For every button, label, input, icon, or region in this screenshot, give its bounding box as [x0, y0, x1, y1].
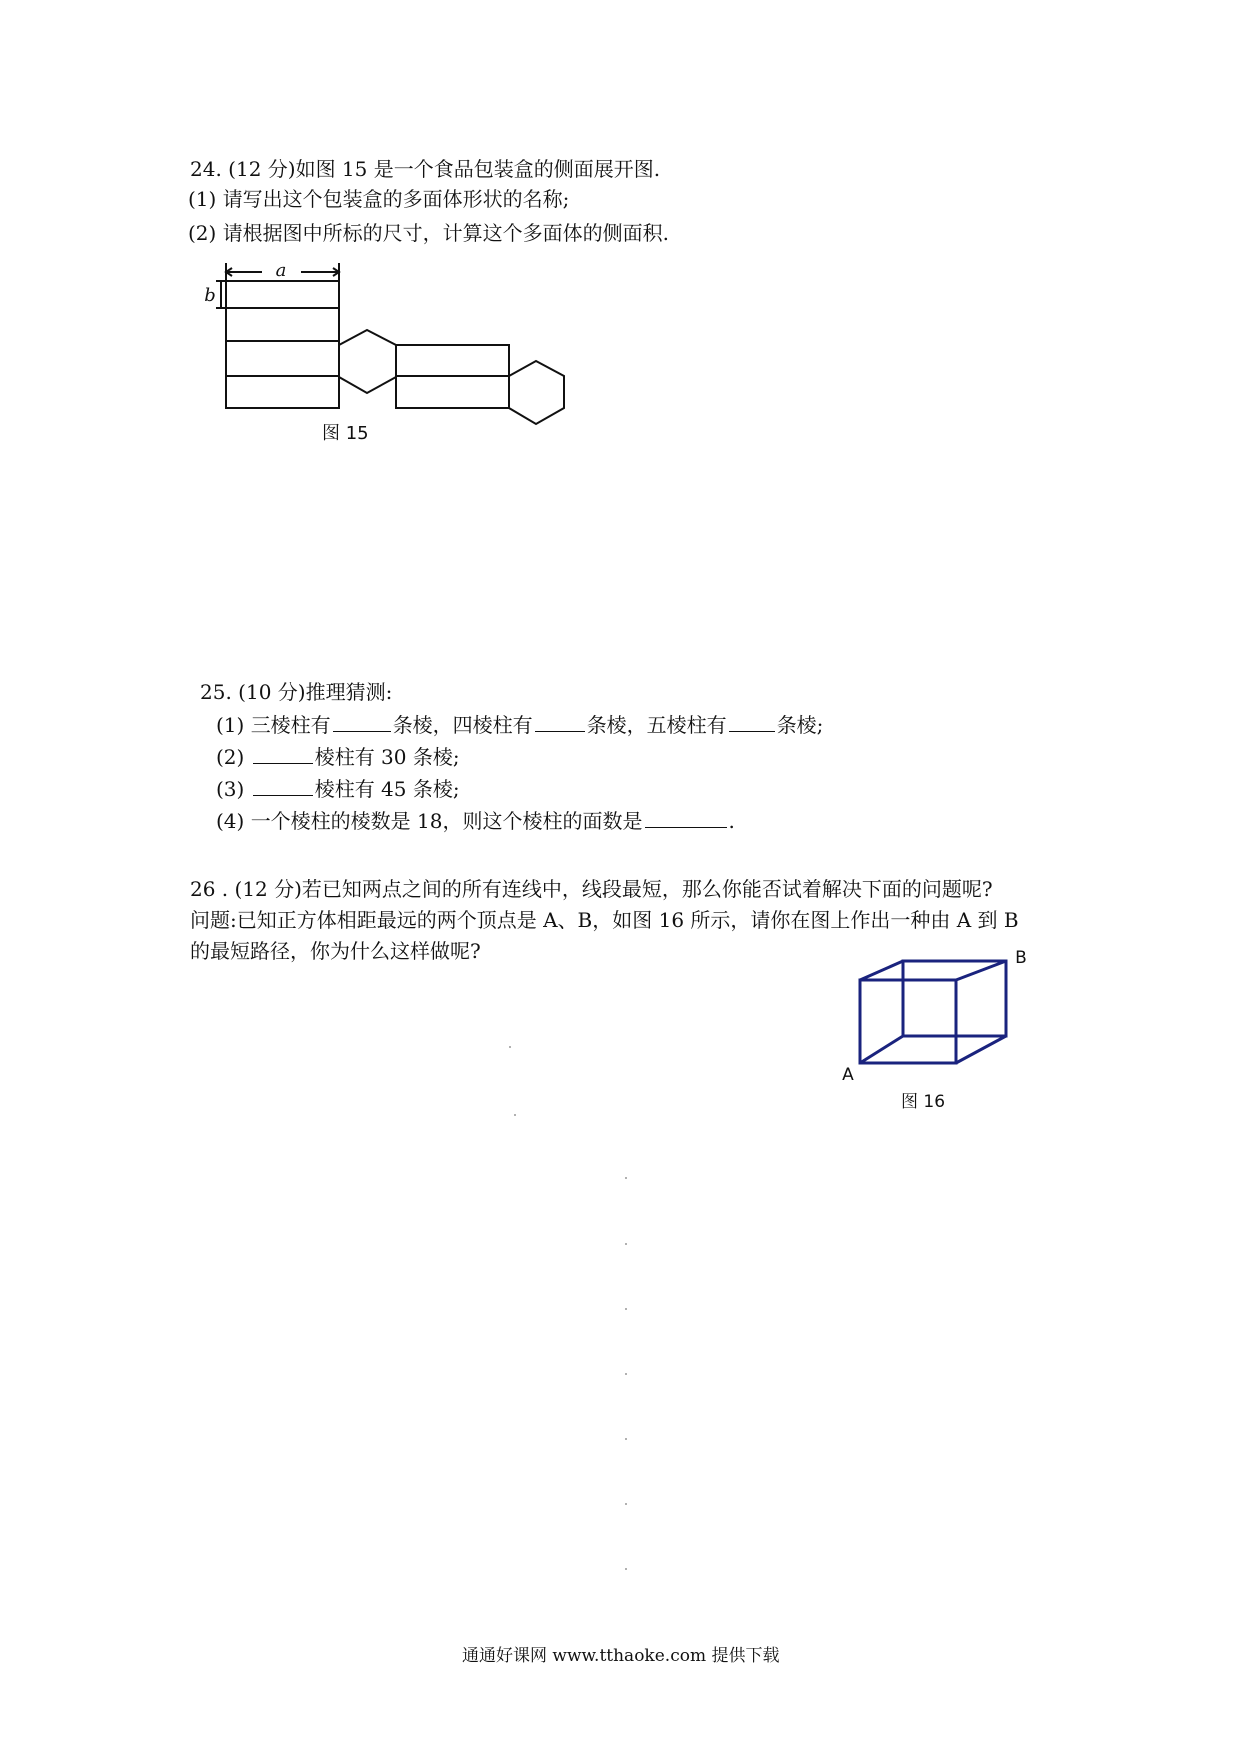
q24-part2: (2) 请根据图中所标的尺寸，计算这个多面体的侧面积. — [188, 221, 670, 245]
q25-p3-text-b: 棱柱有 45 条棱; — [314, 777, 460, 801]
scan-speck — [625, 1503, 627, 1505]
q26-line3: 的最短路径，你为什么这样做呢? — [190, 939, 481, 963]
q25-p1-text-a: (1) 三棱柱有 — [216, 713, 331, 737]
scan-speck — [625, 1438, 627, 1440]
q25-p1-text-d: 条棱; — [776, 713, 824, 737]
scan-speck — [625, 1568, 627, 1570]
scan-speck — [625, 1308, 627, 1310]
q24-stem: 24. (12 分)如图 15 是一个食品包装盒的侧面展开图. — [190, 157, 661, 181]
fig16-label-a: A — [842, 1065, 854, 1085]
q25-stem: 25. (10 分)推理猜测: — [200, 680, 393, 704]
q24-part1: (1) 请写出这个包装盒的多面体形状的名称; — [188, 187, 570, 211]
q25-p4-text-a: (4) 一个棱柱的棱数是 18，则这个棱柱的面数是 — [216, 809, 643, 833]
q25-p1-text-b: 条棱，四棱柱有 — [392, 713, 533, 737]
q25-p2-text-a: (2) — [216, 745, 245, 769]
fig15-label-b: b — [204, 285, 216, 306]
scan-speck — [625, 1373, 627, 1375]
scan-speck — [625, 1177, 627, 1179]
q25-p2-text-b: 棱柱有 30 条棱; — [314, 745, 460, 769]
q25-p3-text-a: (3) — [216, 777, 245, 801]
page-footer: 通通好课网 www.tthaoke.com 提供下载 — [462, 1646, 780, 1666]
scan-speck — [509, 1046, 511, 1048]
q25-p4-text-b: . — [728, 809, 735, 833]
fig16-caption: 图 16 — [901, 1092, 946, 1112]
q25-p1-text-c: 条棱，五棱柱有 — [586, 713, 727, 737]
scan-speck — [625, 1243, 627, 1245]
q26-line2: 问题:已知正方体相距最远的两个顶点是 A、B，如图 16 所示，请你在图上作出一种由 A 到 B — [190, 908, 1019, 932]
fig15-label-a: a — [275, 260, 287, 281]
fig16-label-b: B — [1015, 948, 1027, 968]
q26-line1: 26 . (12 分)若已知两点之间的所有连线中，线段最短，那么你能否试着解决下面的问题呢? — [190, 877, 993, 901]
fig15-caption: 图 15 — [322, 423, 369, 444]
scan-speck — [514, 1114, 516, 1116]
